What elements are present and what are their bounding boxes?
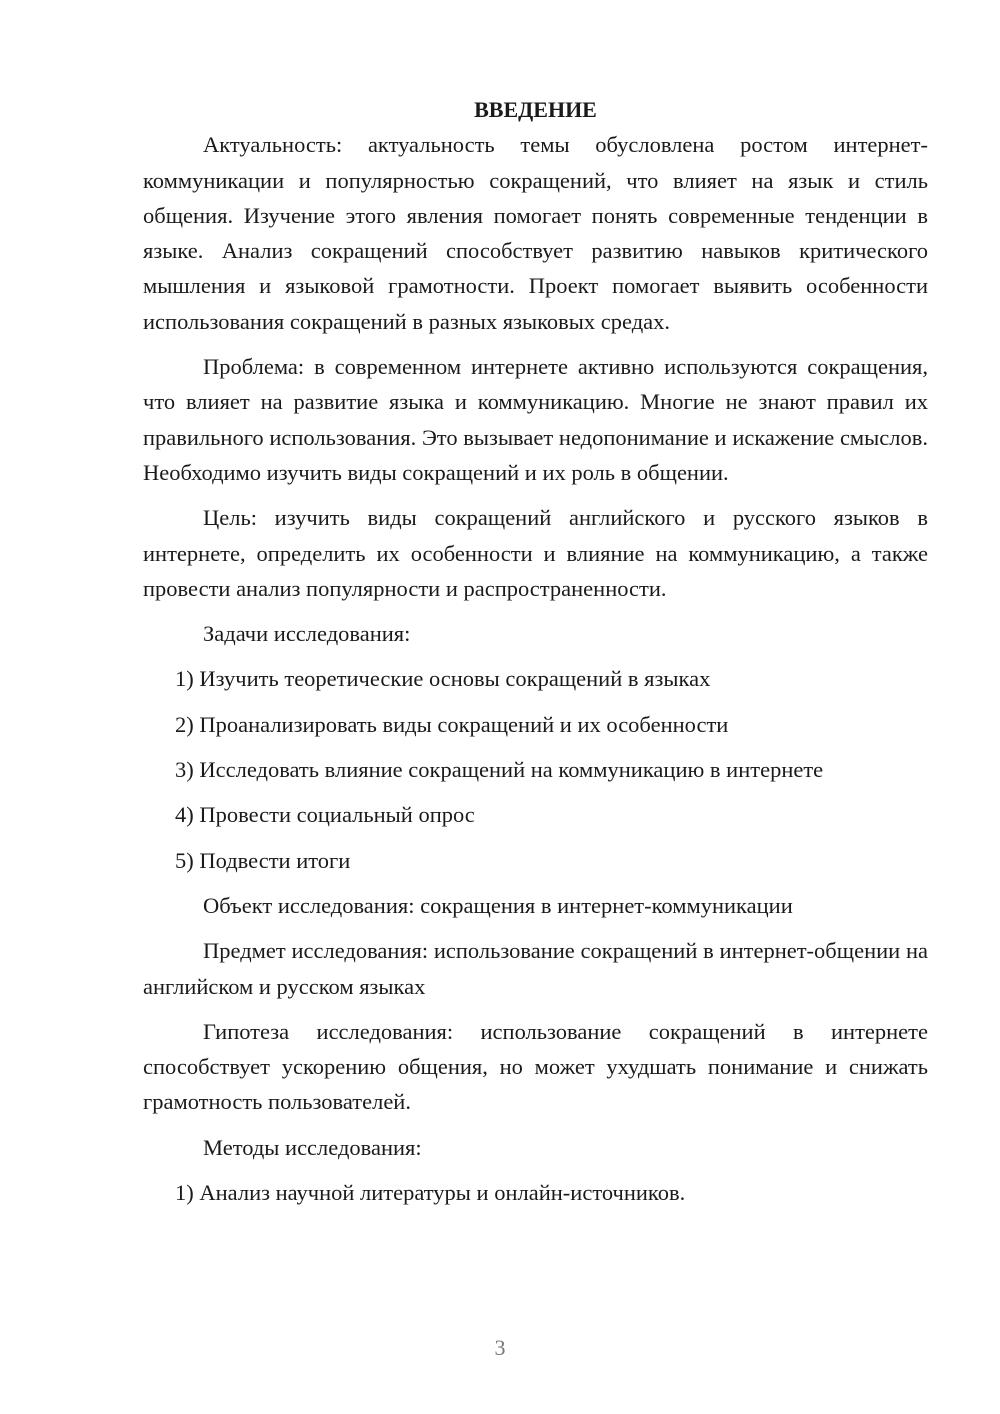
method-item-1: 1) Анализ научной литературы и онлайн-источников. xyxy=(175,1180,686,1206)
page-number: 3 xyxy=(494,1335,506,1360)
tasks-heading: Задачи исследования: xyxy=(203,621,411,647)
task-item-1: 1) Изучить теоретические основы сокращений в языках xyxy=(175,666,711,692)
methods-heading: Методы исследования: xyxy=(203,1134,422,1160)
research-subject: Предмет исследования: использование сокращений в интернет-общении на английском и русском языках xyxy=(143,938,928,999)
research-object: Объект исследования: сокращения в интернет-коммуникации xyxy=(203,892,793,918)
page-title: ВВЕДЕНИЕ xyxy=(474,97,597,122)
task-item-2: 2) Проанализировать виды сокращений и их особенности xyxy=(175,711,729,737)
task-item-3: 3) Исследовать влияние сокращений на коммуникацию в интернете xyxy=(175,757,824,783)
paragraph-relevance: Актуальность: актуальность темы обусловлена ростом интернет-коммуникации и популярностью сокращений, что влияет на язык и стиль общения. Изучение этого явления помогает понять современные тенденции в языке. Анализ сокращений способствует развитию навыков критического мышления и языковой грамотности. Проект помогает выявить особенности использования сокращений в разных языковых средах. xyxy=(143,132,928,334)
document-page xyxy=(143,92,928,1220)
paragraph-goal: Цель: изучить виды сокращений английского и русского языков в интернете, определить их особенности и влияние на коммуникацию, а также провести анализ популярности и распространенности. xyxy=(143,505,928,601)
task-item-4: 4) Провести социальный опрос xyxy=(175,802,475,828)
research-hypothesis: Гипотеза исследования: использование сокращений в интернете способствует ускорению общения, но может ухудшать понимание и снижать грамотность пользователей. xyxy=(143,1018,928,1115)
paragraph-problem: Проблема: в современном интернете активно используются сокращения, что влияет на развитие языка и коммуникацию. Многие не знают правил их правильного использования. Это вызывает недопонимание и искажение смыслов. Необходимо изучить виды сокращений и их роль в общении. xyxy=(143,354,928,485)
task-item-5: 5) Подвести итоги xyxy=(175,847,351,873)
